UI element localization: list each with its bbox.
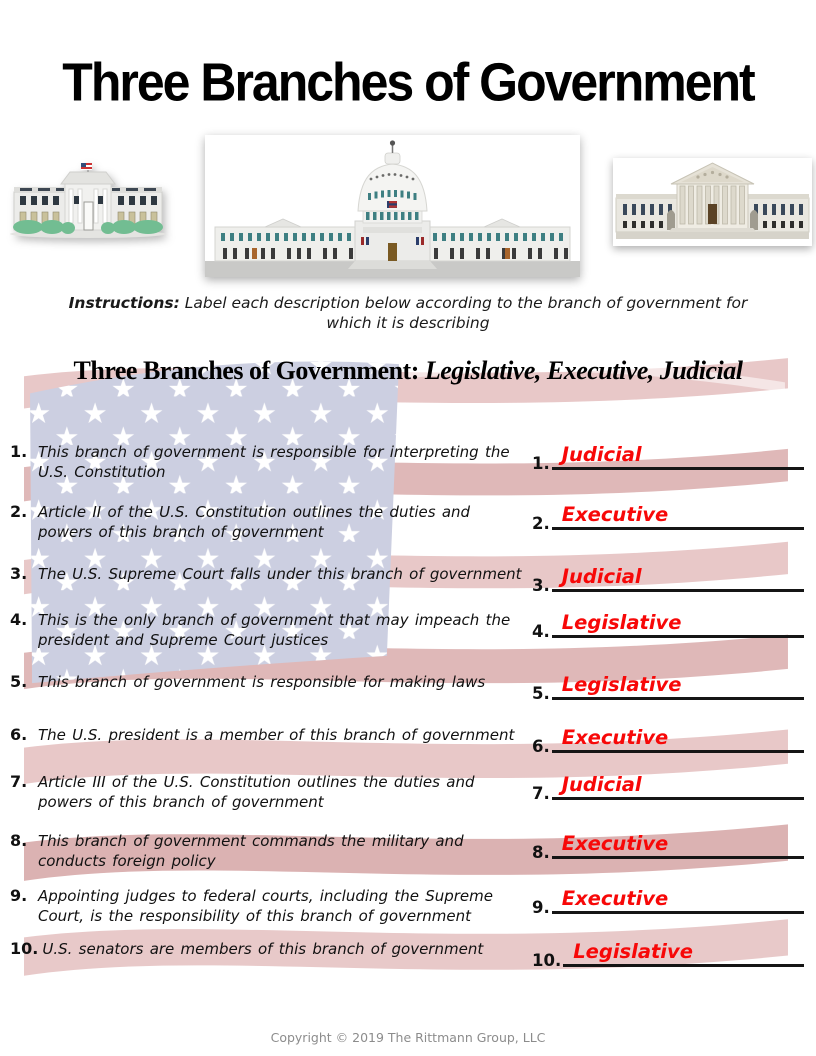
question-number: 7. [10, 772, 28, 792]
answer [532, 565, 804, 596]
question-number: 8. [10, 831, 28, 851]
answer-text: Executive [561, 832, 669, 856]
question-number: 10. [10, 939, 39, 959]
question-text: This branch of government is responsible for making laws [38, 673, 486, 692]
answer-key-heading-branches: Legislative, Executive, Judicial [424, 356, 743, 386]
answer-line [552, 566, 804, 592]
answer-text: Legislative [573, 940, 693, 964]
answer [532, 726, 804, 757]
question-number: 5. [10, 672, 28, 692]
answer [532, 940, 804, 971]
answer-line [552, 504, 804, 530]
answer-text: Judicial [561, 565, 642, 589]
answer-key-heading-prefix: Three Branches of Government: [73, 356, 419, 386]
question-row [10, 772, 804, 812]
question-text: This branch of government is responsible for interpreting the U.S. Constitution [38, 443, 510, 482]
question-text: Article II of the U.S. Constitution outlines the duties and powers of this branch of government [38, 503, 471, 542]
question-row [10, 442, 804, 482]
capitol-dome-flag-icon [387, 201, 397, 208]
us-capitol-illustration [205, 135, 580, 277]
question [10, 610, 532, 650]
supreme-court-illustration [613, 158, 812, 246]
question-number: 9. [10, 886, 28, 906]
answer-line [552, 774, 804, 800]
answer [532, 887, 804, 918]
answer-line [563, 941, 804, 967]
question [10, 939, 532, 959]
answer-text: Legislative [561, 611, 682, 635]
answer-number: 1. [532, 454, 550, 474]
question [10, 725, 532, 745]
question [10, 772, 532, 812]
question [10, 672, 532, 692]
answer [532, 443, 804, 474]
us-flag-icon [81, 163, 92, 170]
question-row [10, 564, 804, 596]
answer-number: 3. [532, 576, 550, 596]
flag-content-section [0, 348, 816, 1016]
question-row [10, 831, 804, 871]
answer-number: 2. [532, 514, 550, 534]
answer-text: Legislative [561, 673, 682, 697]
question-row [10, 502, 804, 542]
instructions [0, 293, 816, 335]
question [10, 831, 532, 871]
question-number: 3. [10, 564, 28, 584]
question-number: 2. [10, 502, 28, 522]
answer-line [552, 727, 804, 753]
answer [532, 773, 804, 804]
answer-number: 8. [532, 843, 550, 863]
question-text: Article III of the U.S. Constitution outlines the duties and powers of this branch of government [38, 773, 475, 812]
question-text: U.S. senators are members of this branch of government [42, 940, 484, 959]
answer [532, 611, 804, 642]
answer-text: Executive [561, 887, 669, 911]
answer-line [552, 612, 804, 638]
question-text: This branch of government commands the military and conducts foreign policy [38, 832, 464, 871]
answer-number: 6. [532, 737, 550, 757]
answer-line [552, 833, 804, 859]
question-text: Appointing judges to federal courts, including the Supreme Court, is the responsibility of this branch of government [38, 887, 493, 926]
questions-list [10, 442, 804, 971]
answer-text: Executive [561, 726, 669, 750]
question [10, 564, 532, 584]
instructions-label: Instructions: [68, 293, 180, 312]
answer-text: Judicial [561, 773, 642, 797]
building-images-row [0, 135, 816, 283]
answer-text: Judicial [561, 443, 642, 467]
answer-text: Executive [561, 503, 669, 527]
page-title: Three Branches of Government [62, 51, 754, 113]
question-row [10, 886, 804, 926]
answer-line [552, 888, 804, 914]
answer [532, 503, 804, 534]
question [10, 502, 532, 542]
copyright-text: Copyright © 2019 The Rittmann Group, LLC [270, 1030, 546, 1045]
answer-number: 9. [532, 898, 550, 918]
question [10, 886, 532, 926]
question-number: 4. [10, 610, 28, 630]
answer-line [552, 674, 804, 700]
question-row [10, 672, 804, 704]
question-number: 6. [10, 725, 28, 745]
answer-line [552, 444, 804, 470]
answer-number: 7. [532, 784, 550, 804]
question-text: The U.S. Supreme Court falls under this branch of government [38, 565, 522, 584]
answer-key-heading [0, 348, 816, 386]
question [10, 442, 532, 482]
question-row [10, 939, 804, 971]
question-row [10, 610, 804, 650]
answer [532, 832, 804, 863]
answer-number: 10. [532, 951, 562, 971]
answer [532, 673, 804, 704]
answer-number: 4. [532, 622, 550, 642]
question-text: The U.S. president is a member of this branch of government [38, 726, 515, 745]
white-house-illustration [8, 161, 168, 241]
question-row [10, 725, 804, 757]
question-text: This is the only branch of government that may impeach the president and Supreme Court justices [38, 611, 511, 650]
question-number: 1. [10, 442, 28, 462]
answer-number: 5. [532, 684, 550, 704]
instructions-text: Label each description below according to the branch of government for which it is describing [184, 293, 748, 333]
